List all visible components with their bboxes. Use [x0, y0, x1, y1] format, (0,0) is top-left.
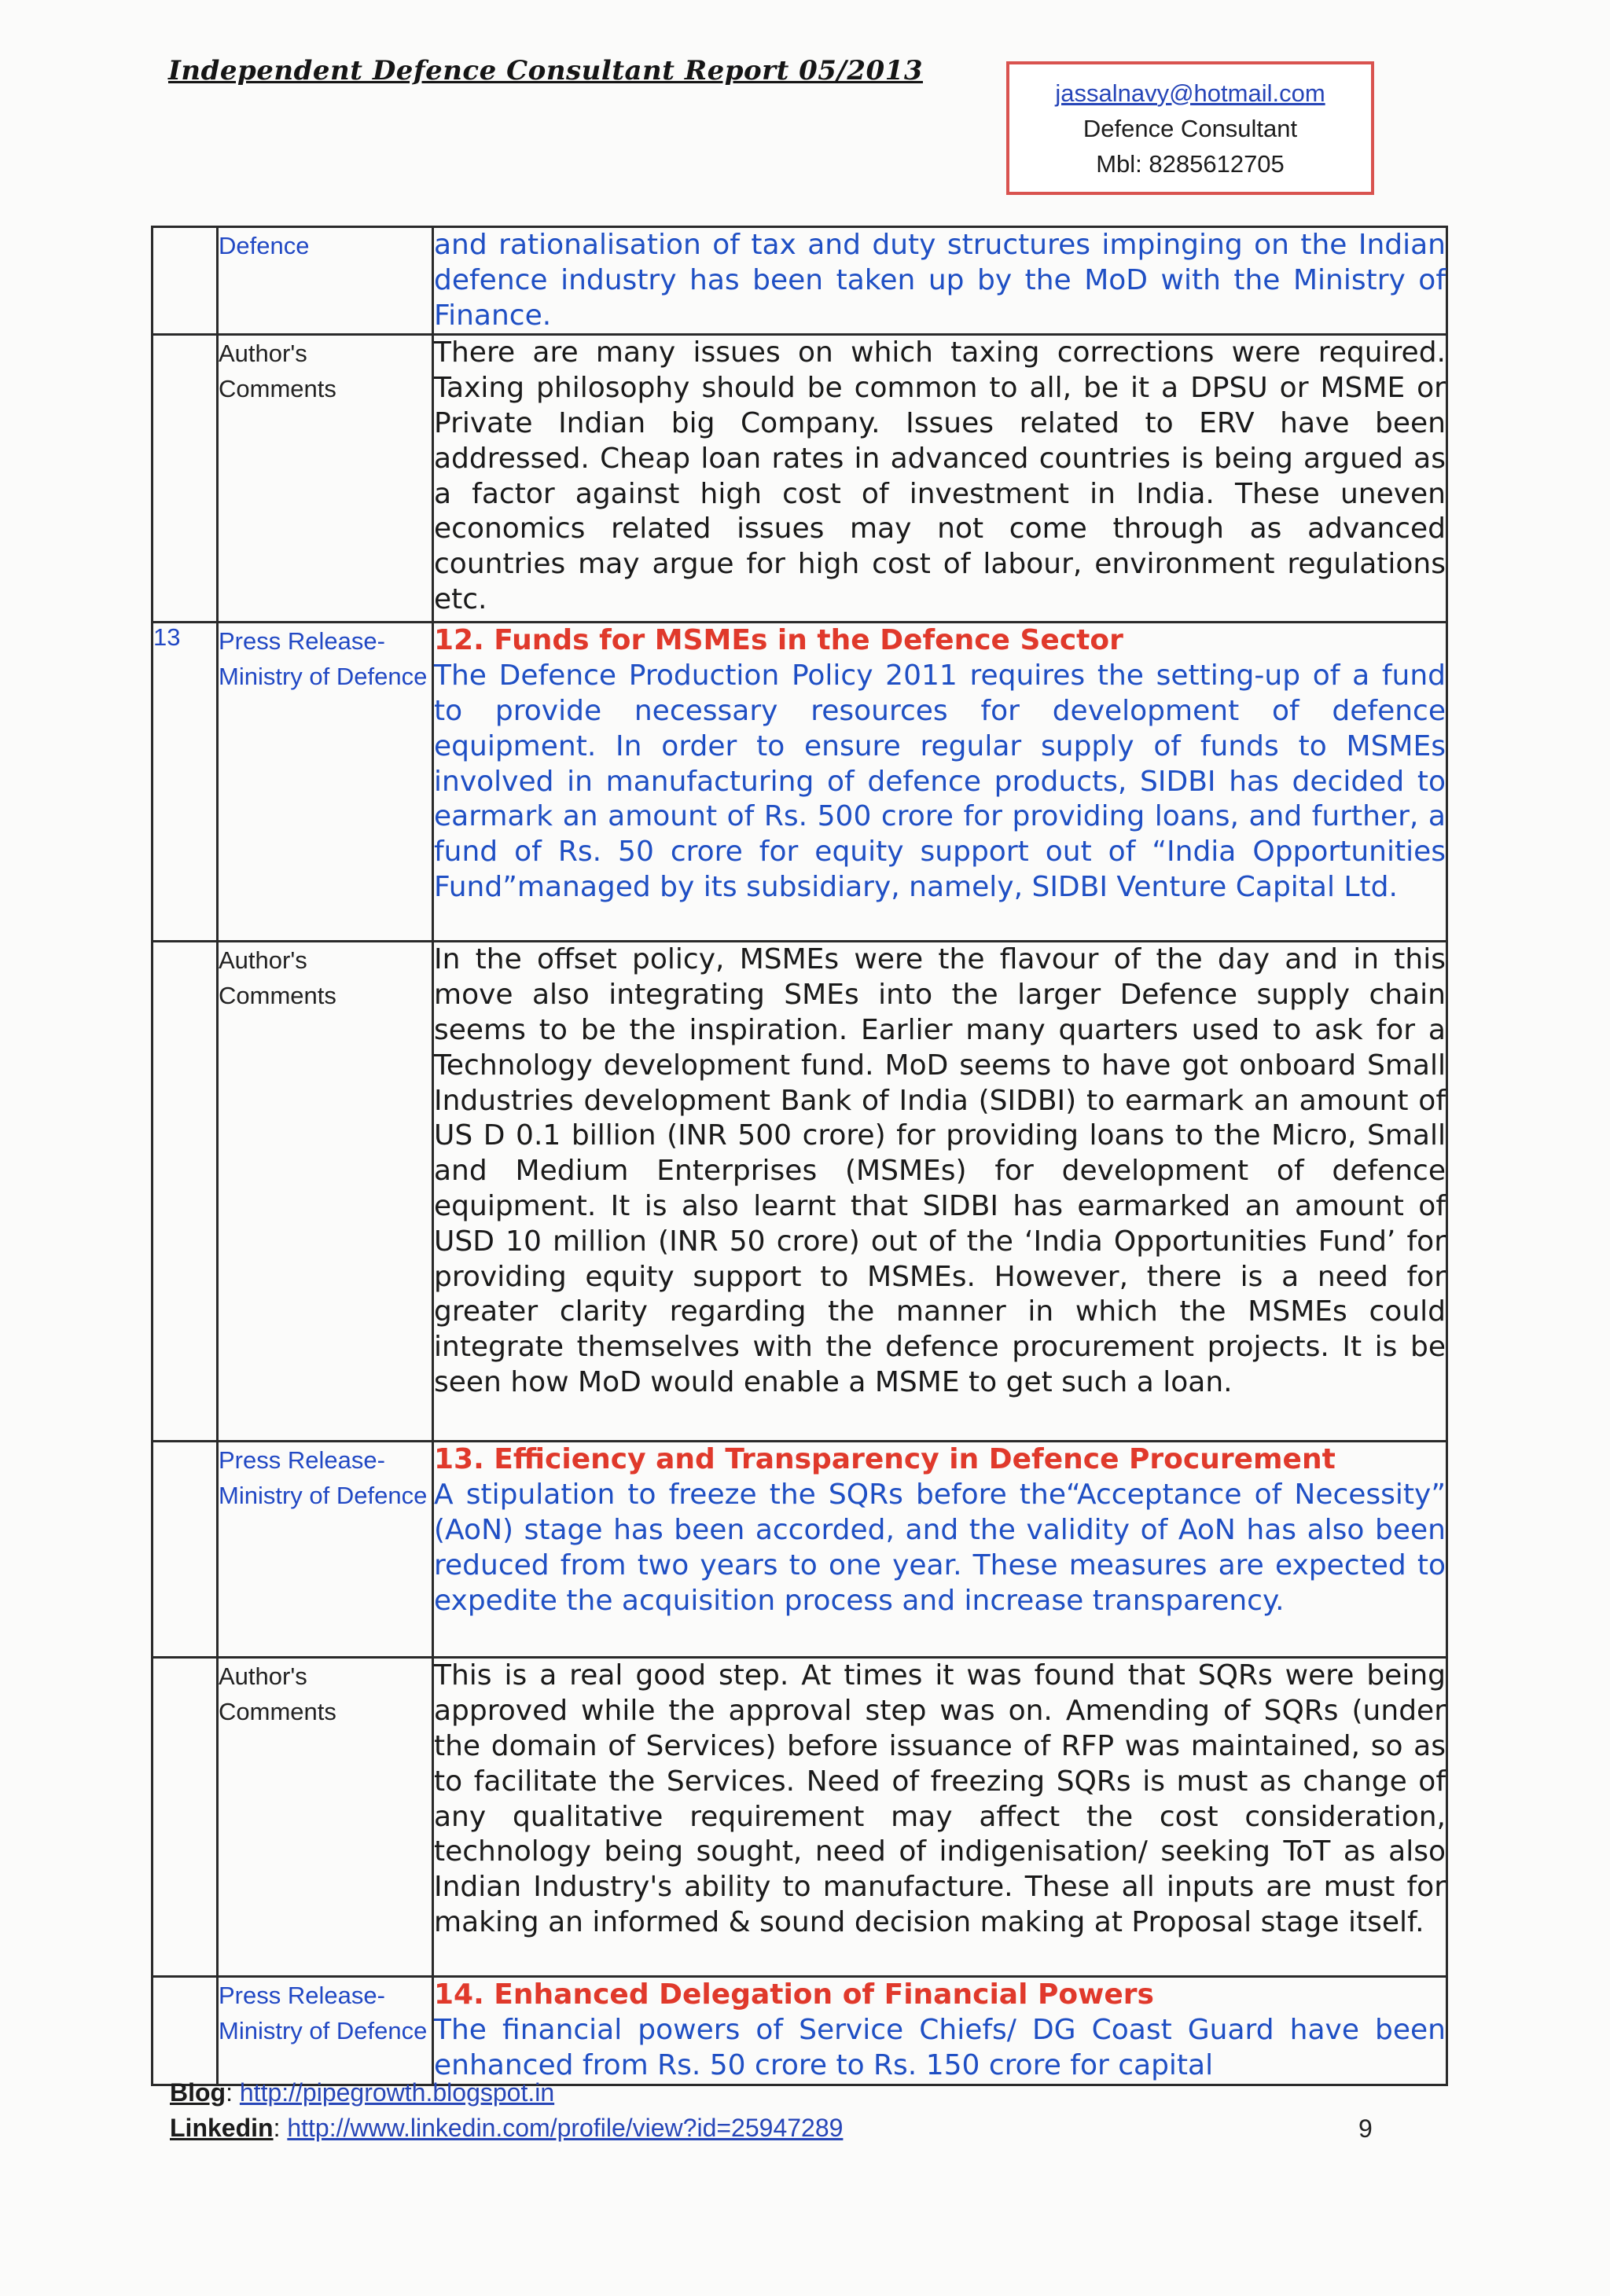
blog-label: Blog: [170, 2078, 226, 2107]
row-source: Press Release- Ministry of Defence: [218, 1977, 433, 2085]
section-heading: 13. Efficiency and Transparency in Defence Procurement: [434, 1443, 1336, 1476]
report-title: Independent Defence Consultant Report 05/2013: [168, 55, 923, 86]
row-source: Author's Comments: [218, 942, 433, 1442]
row-text: A stipulation to freeze the SQRs before the“Acceptance of Necessity” (AoN) stage has been accorded, and the validity of AoN has also been reduced from two years to one year. These measures are expected to expedite the acquisition process and increase transparency.: [434, 1479, 1446, 1617]
row-text: The financial powers of Service Chiefs/ DG Coast Guard have been enhanced from Rs. 50 crore to Rs. 150 crore for capital: [434, 2014, 1446, 2081]
contact-email-link[interactable]: jassalnavy@hotmail.com: [1055, 79, 1325, 107]
linkedin-line: Linkedin: http://www.linkedin.com/profile/view?id=25947289: [170, 2114, 844, 2142]
table-row: [153, 1442, 1447, 1658]
contact-mobile: Mbl: 8285612705: [1096, 149, 1285, 178]
contact-role: Defence Consultant: [1083, 114, 1298, 142]
table-row: [153, 623, 1447, 942]
row-number: 13: [153, 623, 218, 942]
row-text: This is a real good step. At times it was found that SQRs were being approved while the approval step was on. Amending of SQRs (under the domain of Services) before issuance of RFP was maintained, so as to facilitate the Services. Need of freezing SQRs is must as change of any qualitative requirement may affect the cost consideration, technology being sought, need of indigenisation/ seeking ToT as also Indian Industry's ability to manufacture. These all inputs are must for making an informed & sound decision making at Proposal stage itself.: [433, 1658, 1447, 1977]
row-source: Press Release- Ministry of Defence: [218, 1442, 433, 1658]
table-row: [153, 1977, 1447, 2085]
page-number: 9: [1358, 2114, 1373, 2143]
row-number: [153, 1977, 218, 2085]
row-number: [153, 335, 218, 623]
row-text: The Defence Production Policy 2011 requires the setting-up of a fund to provide necessary resources for development of defence equipment. In order to ensure regular supply of funds to MSMEs involved in manufacturing of defence products, SIDBI has decided to earmark an amount of Rs. 500 crore for providing loans, and further, a fund of Rs. 50 crore for equity support out of “India Opportunities Fund”managed by its subsidiary, namely, SIDBI Venture Capital Ltd.: [434, 659, 1446, 903]
row-number: [153, 942, 218, 1442]
row-body: [433, 1977, 1447, 2085]
blog-link[interactable]: http://pipegrowth.blogspot.in: [239, 2078, 555, 2107]
table-row: [153, 335, 1447, 623]
section-heading: 14. Enhanced Delegation of Financial Powers: [434, 1978, 1154, 2011]
row-number: [153, 1442, 218, 1658]
row-text: and rationalisation of tax and duty structures impinging on the Indian defence industry has been taken up by the MoD with the Ministry of Finance.: [433, 227, 1447, 335]
row-text: In the offset policy, MSMEs were the flavour of the day and in this move also integrating SMEs into the larger Defence supply chain seems to be the inspiration. Earlier many quarters used to ask for a Technology development fund. MoD seems to have got onboard Small Industries development Bank of India (SIDBI) to earmark an amount of US D 0.1 billion (INR 500 crore) for providing loans to the Micro, Small and Medium Enterprises (MSMEs) for development of defence equipment. It is also learnt that SIDBI has earmarked an amount of USD 10 million (INR 50 crore) out of the ‘India Opportunities Fund’ for providing equity support to MSMEs. However, there is a need for greater clarity regarding the manner in which the MSMEs could integrate themselves with the defence procurement projects. It is be seen how MoD would enable a MSME to get such a loan.: [433, 942, 1447, 1442]
row-source: Author's Comments: [218, 1658, 433, 1977]
row-text: There are many issues on which taxing corrections were required. Taxing philosophy should be common to all, be it a DPSU or MSME or Private Indian big Company. Issues related to ERV have been addressed. Cheap loan rates in advanced countries is being argued as a factor against high cost of investment in India. These uneven economics related issues may not come through as advanced countries may argue for high cost of labour, environment regulations etc.: [433, 335, 1447, 623]
row-number: [153, 227, 218, 335]
row-number: [153, 1658, 218, 1977]
press-release-table: [151, 226, 1448, 2086]
table-row: [153, 1658, 1447, 1977]
row-source: Press Release- Ministry of Defence: [218, 623, 433, 942]
footer: [170, 2075, 843, 2146]
row-source: Defence: [218, 227, 433, 335]
row-source: Author's Comments: [218, 335, 433, 623]
section-heading: 12. Funds for MSMEs in the Defence Sector: [434, 624, 1123, 657]
linkedin-label: Linkedin: [170, 2114, 274, 2142]
linkedin-link[interactable]: http://www.linkedin.com/profile/view?id=25947289: [287, 2114, 844, 2142]
blog-line: Blog: http://pipegrowth.blogspot.in: [170, 2078, 555, 2107]
row-body: [433, 623, 1447, 942]
contact-box: [1006, 61, 1374, 195]
table-row: [153, 227, 1447, 335]
table-row: [153, 942, 1447, 1442]
row-body: [433, 1442, 1447, 1658]
